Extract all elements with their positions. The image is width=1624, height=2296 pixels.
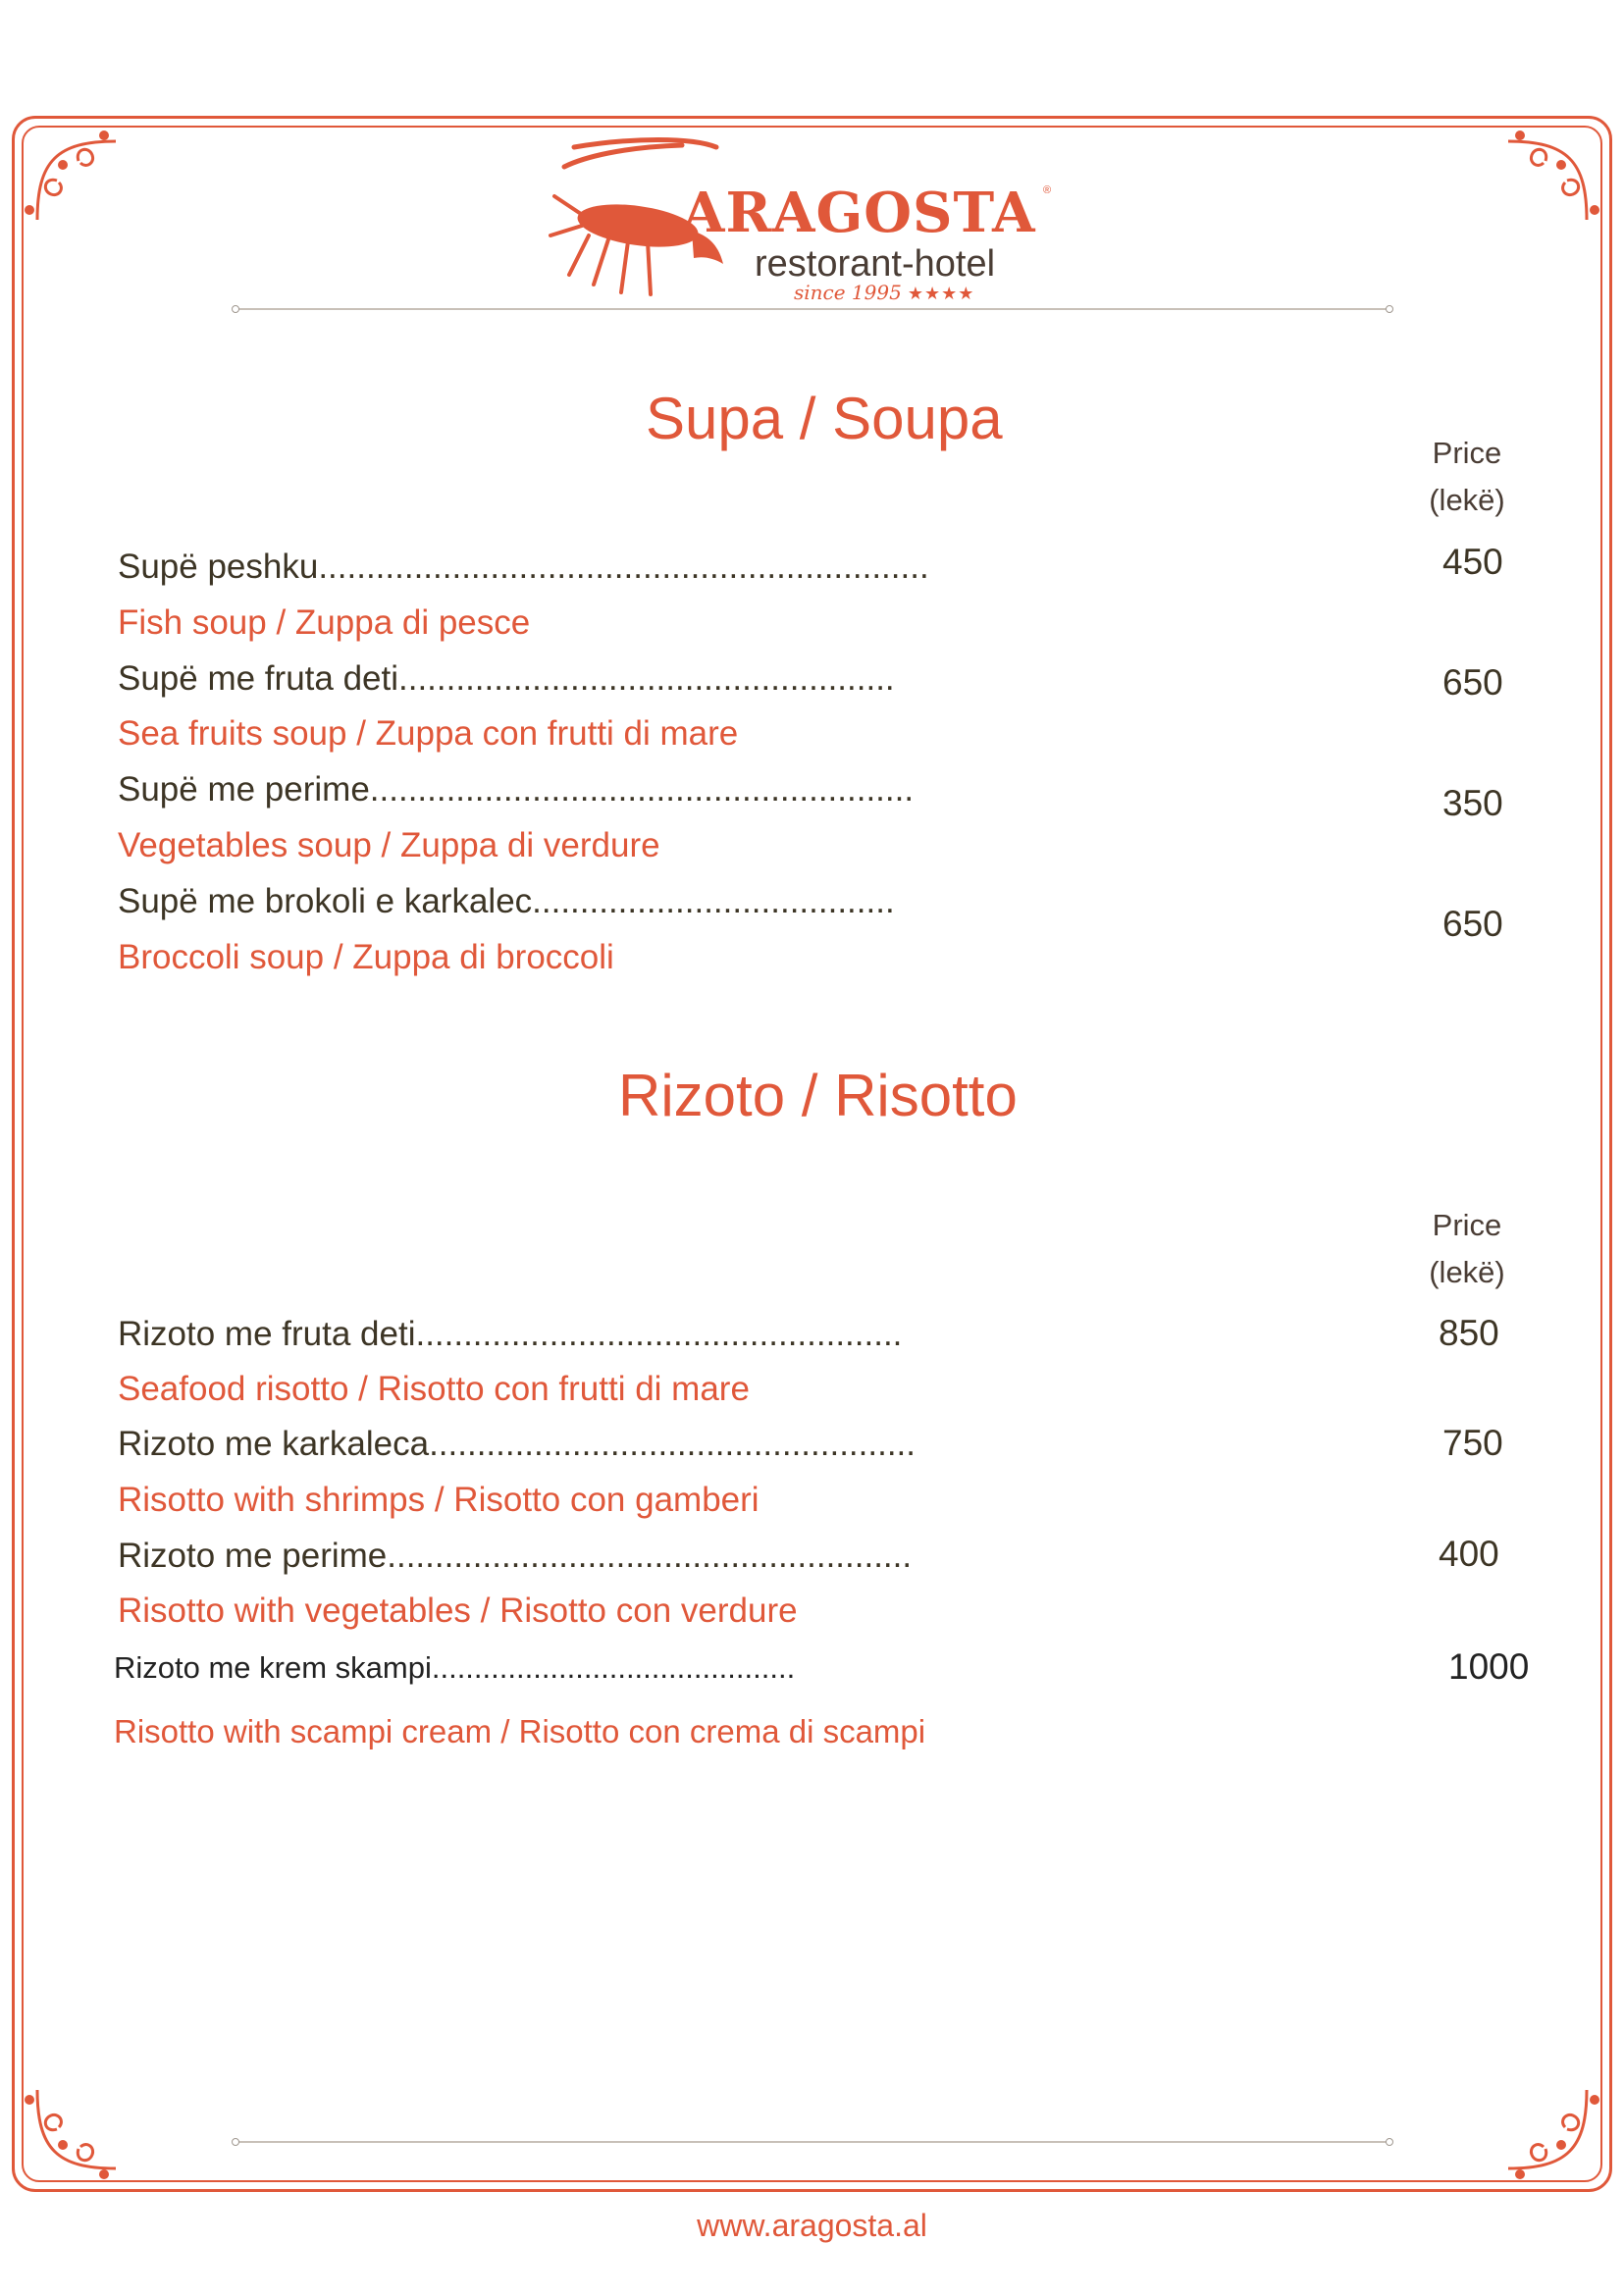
menu-item-price: 650 (1442, 662, 1503, 703)
menu-item-translation: Vegetables soup / Zuppa di verdure (118, 826, 660, 864)
section-title-risotto: Rizoto / Risotto (618, 1063, 1018, 1128)
brand-subtitle: restorant-hotel (755, 243, 996, 285)
price-unit: (lekë) (1429, 1255, 1505, 1289)
brand-name: ARAGOSTA (682, 181, 1036, 245)
menu-item-translation: Seafood risotto / Risotto con frutti di mare (118, 1370, 750, 1408)
menu-item-name: Rizoto me karkaleca................................................... (118, 1425, 916, 1463)
menu-item-price: 400 (1439, 1534, 1499, 1574)
menu-item-name: Supë me brokoli e karkalec...................................... (118, 882, 895, 920)
price-unit: (lekë) (1429, 483, 1505, 517)
price-header-risotto (1413, 1202, 1521, 1296)
menu-item-name: Supë peshku................................................................ (118, 548, 929, 586)
menu-item-translation: Fish soup / Zuppa di pesce (118, 603, 531, 642)
logo (545, 137, 1074, 314)
menu-item-name: Supë me fruta deti.................................................... (118, 659, 895, 698)
menu-item-name: Rizoto me krem skampi........................................... (114, 1650, 796, 1685)
menu-item-translation: Sea fruits soup / Zuppa con frutti di mare (118, 714, 739, 753)
corner-ornament-icon (1489, 2070, 1606, 2188)
website-link[interactable]: www.aragosta.al (697, 2208, 927, 2243)
menu-item-translation: Broccoli soup / Zuppa di broccoli (118, 938, 614, 976)
menu-item-translation: Risotto with shrimps / Risotto con gamberi (118, 1481, 760, 1519)
corner-ornament-icon (1489, 122, 1606, 239)
registered-mark: ® (1043, 184, 1052, 196)
corner-ornament-icon (18, 122, 135, 239)
price-label: Price (1432, 436, 1502, 470)
menu-item-price: 1000 (1448, 1646, 1530, 1687)
menu-item-translation: Risotto with scampi cream / Risotto con crema di scampi (114, 1713, 926, 1749)
menu-item-price: 450 (1442, 542, 1503, 582)
section-title-soup: Supa / Soupa (646, 386, 1003, 451)
rating-stars: ★★★★ (907, 284, 975, 304)
corner-ornament-icon (18, 2070, 135, 2188)
since-text: since 1995 (794, 281, 902, 304)
price-header-soup (1413, 430, 1521, 524)
menu-item-price: 750 (1442, 1423, 1503, 1463)
brand-since (794, 281, 974, 304)
menu-item-price: 650 (1442, 904, 1503, 944)
menu-item-name: Supë me perime......................................................... (118, 770, 915, 809)
footer-divider (237, 2141, 1388, 2143)
menu-item-translation: Risotto with vegetables / Risotto con verdure (118, 1592, 798, 1630)
menu-item-price: 850 (1439, 1313, 1499, 1353)
price-label: Price (1432, 1208, 1502, 1242)
menu-item-name: Rizoto me perime....................................................... (118, 1537, 913, 1575)
menu-item-name: Rizoto me fruta deti................................................... (118, 1315, 903, 1353)
menu-item-price: 350 (1442, 783, 1503, 823)
